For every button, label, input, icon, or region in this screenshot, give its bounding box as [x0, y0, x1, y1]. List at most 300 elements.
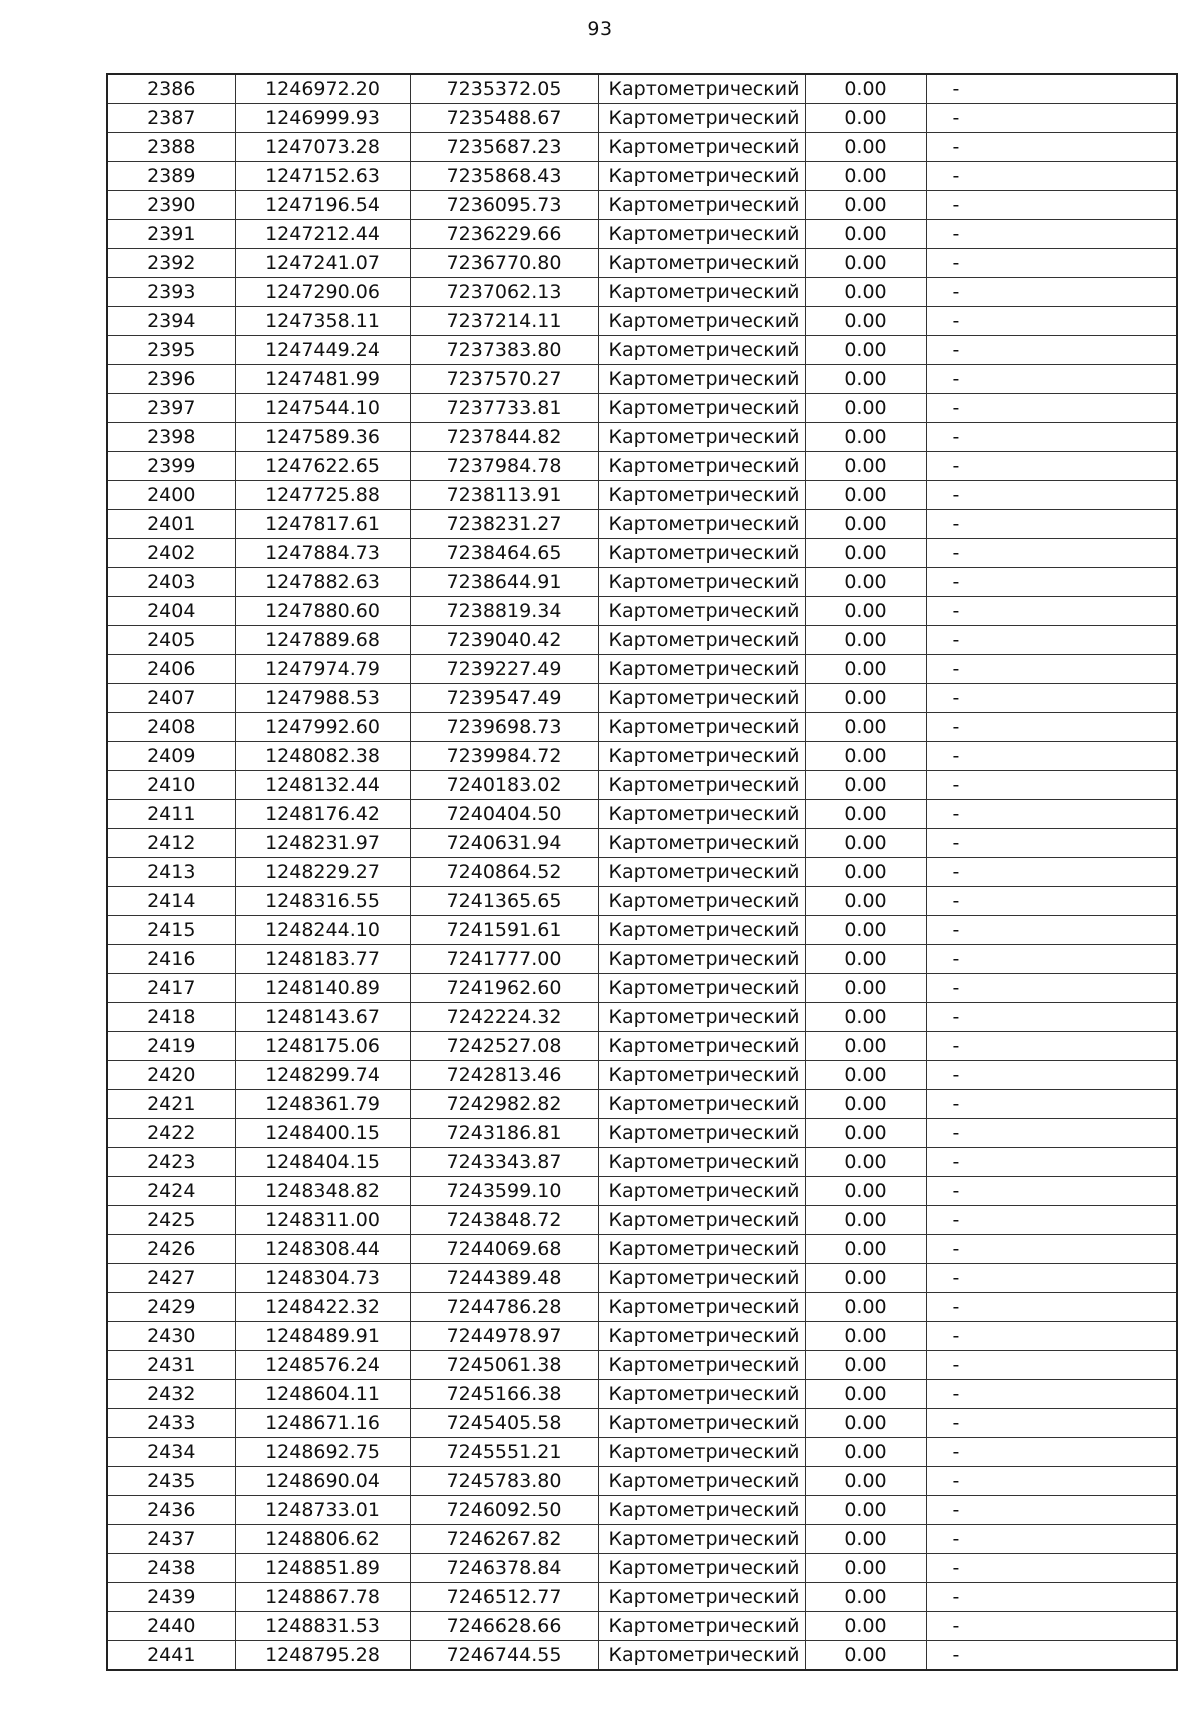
- error-cell: -: [926, 1641, 1177, 1671]
- accuracy-cell: 0.00: [805, 1206, 926, 1235]
- y-coordinate-cell: 7235488.67: [410, 104, 598, 133]
- error-cell: -: [926, 1409, 1177, 1438]
- y-coordinate-cell: 7236095.73: [410, 191, 598, 220]
- point-number-cell: 2392: [107, 249, 235, 278]
- y-coordinate-cell: 7235868.43: [410, 162, 598, 191]
- table-row: [107, 626, 1177, 655]
- y-coordinate-cell: 7242224.32: [410, 1003, 598, 1032]
- accuracy-cell: 0.00: [805, 104, 926, 133]
- accuracy-cell: 0.00: [805, 336, 926, 365]
- y-coordinate-cell: 7243599.10: [410, 1177, 598, 1206]
- table-row: [107, 858, 1177, 887]
- y-coordinate-cell: 7240183.02: [410, 771, 598, 800]
- point-number-cell: 2431: [107, 1351, 235, 1380]
- y-coordinate-cell: 7244786.28: [410, 1293, 598, 1322]
- point-number-cell: 2406: [107, 655, 235, 684]
- method-cell: Картометрический: [598, 771, 805, 800]
- x-coordinate-cell: 1248671.16: [235, 1409, 410, 1438]
- x-coordinate-cell: 1248422.32: [235, 1293, 410, 1322]
- table-row: [107, 1177, 1177, 1206]
- point-number-cell: 2400: [107, 481, 235, 510]
- x-coordinate-cell: 1248851.89: [235, 1554, 410, 1583]
- y-coordinate-cell: 7239227.49: [410, 655, 598, 684]
- point-number-cell: 2437: [107, 1525, 235, 1554]
- accuracy-cell: 0.00: [805, 365, 926, 394]
- table-row: [107, 104, 1177, 133]
- x-coordinate-cell: 1247884.73: [235, 539, 410, 568]
- x-coordinate-cell: 1247544.10: [235, 394, 410, 423]
- accuracy-cell: 0.00: [805, 1235, 926, 1264]
- y-coordinate-cell: 7239547.49: [410, 684, 598, 713]
- accuracy-cell: 0.00: [805, 1351, 926, 1380]
- y-coordinate-cell: 7246744.55: [410, 1641, 598, 1671]
- error-cell: -: [926, 74, 1177, 104]
- table-row: [107, 1496, 1177, 1525]
- table-row: [107, 1148, 1177, 1177]
- table-row: [107, 1612, 1177, 1641]
- table-body: [107, 74, 1177, 1670]
- x-coordinate-cell: 1248348.82: [235, 1177, 410, 1206]
- accuracy-cell: 0.00: [805, 133, 926, 162]
- x-coordinate-cell: 1247241.07: [235, 249, 410, 278]
- y-coordinate-cell: 7235372.05: [410, 74, 598, 104]
- method-cell: Картометрический: [598, 539, 805, 568]
- accuracy-cell: 0.00: [805, 887, 926, 916]
- x-coordinate-cell: 1248576.24: [235, 1351, 410, 1380]
- error-cell: -: [926, 452, 1177, 481]
- y-coordinate-cell: 7238113.91: [410, 481, 598, 510]
- y-coordinate-cell: 7237062.13: [410, 278, 598, 307]
- point-number-cell: 2432: [107, 1380, 235, 1409]
- table-row: [107, 1583, 1177, 1612]
- point-number-cell: 2417: [107, 974, 235, 1003]
- error-cell: -: [926, 713, 1177, 742]
- accuracy-cell: 0.00: [805, 307, 926, 336]
- table-row: [107, 423, 1177, 452]
- point-number-cell: 2388: [107, 133, 235, 162]
- method-cell: Картометрический: [598, 104, 805, 133]
- method-cell: Картометрический: [598, 1525, 805, 1554]
- method-cell: Картометрический: [598, 713, 805, 742]
- error-cell: -: [926, 1583, 1177, 1612]
- point-number-cell: 2407: [107, 684, 235, 713]
- y-coordinate-cell: 7243848.72: [410, 1206, 598, 1235]
- x-coordinate-cell: 1248176.42: [235, 800, 410, 829]
- y-coordinate-cell: 7241591.61: [410, 916, 598, 945]
- x-coordinate-cell: 1247889.68: [235, 626, 410, 655]
- method-cell: Картометрический: [598, 162, 805, 191]
- method-cell: Картометрический: [598, 510, 805, 539]
- x-coordinate-cell: 1248183.77: [235, 945, 410, 974]
- y-coordinate-cell: 7243343.87: [410, 1148, 598, 1177]
- x-coordinate-cell: 1248140.89: [235, 974, 410, 1003]
- error-cell: -: [926, 1032, 1177, 1061]
- method-cell: Картометрический: [598, 423, 805, 452]
- method-cell: Картометрический: [598, 278, 805, 307]
- y-coordinate-cell: 7239984.72: [410, 742, 598, 771]
- error-cell: -: [926, 423, 1177, 452]
- point-number-cell: 2433: [107, 1409, 235, 1438]
- table-row: [107, 1467, 1177, 1496]
- table-row: [107, 597, 1177, 626]
- accuracy-cell: 0.00: [805, 1061, 926, 1090]
- error-cell: -: [926, 1496, 1177, 1525]
- x-coordinate-cell: 1248867.78: [235, 1583, 410, 1612]
- point-number-cell: 2387: [107, 104, 235, 133]
- table-row: [107, 481, 1177, 510]
- x-coordinate-cell: 1248690.04: [235, 1467, 410, 1496]
- table-row: [107, 742, 1177, 771]
- x-coordinate-cell: 1248304.73: [235, 1264, 410, 1293]
- y-coordinate-cell: 7239040.42: [410, 626, 598, 655]
- table-row: [107, 800, 1177, 829]
- accuracy-cell: 0.00: [805, 1380, 926, 1409]
- accuracy-cell: 0.00: [805, 974, 926, 1003]
- table-row: [107, 191, 1177, 220]
- point-number-cell: 2438: [107, 1554, 235, 1583]
- method-cell: Картометрический: [598, 974, 805, 1003]
- y-coordinate-cell: 7235687.23: [410, 133, 598, 162]
- point-number-cell: 2426: [107, 1235, 235, 1264]
- error-cell: -: [926, 1235, 1177, 1264]
- point-number-cell: 2436: [107, 1496, 235, 1525]
- error-cell: -: [926, 191, 1177, 220]
- method-cell: Картометрический: [598, 1380, 805, 1409]
- y-coordinate-cell: 7242813.46: [410, 1061, 598, 1090]
- y-coordinate-cell: 7244978.97: [410, 1322, 598, 1351]
- method-cell: Картометрический: [598, 452, 805, 481]
- method-cell: Картометрический: [598, 1351, 805, 1380]
- x-coordinate-cell: 1248311.00: [235, 1206, 410, 1235]
- accuracy-cell: 0.00: [805, 249, 926, 278]
- error-cell: -: [926, 307, 1177, 336]
- point-number-cell: 2386: [107, 74, 235, 104]
- table-row: [107, 1264, 1177, 1293]
- method-cell: Картометрический: [598, 1003, 805, 1032]
- error-cell: -: [926, 800, 1177, 829]
- accuracy-cell: 0.00: [805, 1148, 926, 1177]
- table-row: [107, 1351, 1177, 1380]
- point-number-cell: 2390: [107, 191, 235, 220]
- error-cell: -: [926, 597, 1177, 626]
- table-row: [107, 1409, 1177, 1438]
- method-cell: Картометрический: [598, 916, 805, 945]
- table-row: [107, 1438, 1177, 1467]
- error-cell: -: [926, 1380, 1177, 1409]
- method-cell: Картометрический: [598, 1264, 805, 1293]
- accuracy-cell: 0.00: [805, 916, 926, 945]
- x-coordinate-cell: 1248806.62: [235, 1525, 410, 1554]
- error-cell: -: [926, 568, 1177, 597]
- page-number: 93: [587, 18, 613, 40]
- error-cell: -: [926, 1177, 1177, 1206]
- y-coordinate-cell: 7240631.94: [410, 829, 598, 858]
- y-coordinate-cell: 7237844.82: [410, 423, 598, 452]
- accuracy-cell: 0.00: [805, 191, 926, 220]
- x-coordinate-cell: 1248308.44: [235, 1235, 410, 1264]
- accuracy-cell: 0.00: [805, 278, 926, 307]
- table-row: [107, 278, 1177, 307]
- error-cell: -: [926, 278, 1177, 307]
- table-row: [107, 1206, 1177, 1235]
- accuracy-cell: 0.00: [805, 800, 926, 829]
- table-row: [107, 1322, 1177, 1351]
- table-row: [107, 974, 1177, 1003]
- point-number-cell: 2429: [107, 1293, 235, 1322]
- point-number-cell: 2399: [107, 452, 235, 481]
- table-row: [107, 452, 1177, 481]
- x-coordinate-cell: 1247880.60: [235, 597, 410, 626]
- point-number-cell: 2402: [107, 539, 235, 568]
- method-cell: Картометрический: [598, 1090, 805, 1119]
- method-cell: Картометрический: [598, 74, 805, 104]
- error-cell: -: [926, 1293, 1177, 1322]
- accuracy-cell: 0.00: [805, 568, 926, 597]
- accuracy-cell: 0.00: [805, 742, 926, 771]
- x-coordinate-cell: 1247988.53: [235, 684, 410, 713]
- method-cell: Картометрический: [598, 481, 805, 510]
- error-cell: -: [926, 945, 1177, 974]
- point-number-cell: 2398: [107, 423, 235, 452]
- error-cell: -: [926, 1148, 1177, 1177]
- method-cell: Картометрический: [598, 742, 805, 771]
- method-cell: Картометрический: [598, 829, 805, 858]
- accuracy-cell: 0.00: [805, 423, 926, 452]
- method-cell: Картометрический: [598, 1322, 805, 1351]
- error-cell: -: [926, 1119, 1177, 1148]
- y-coordinate-cell: 7236229.66: [410, 220, 598, 249]
- method-cell: Картометрический: [598, 1206, 805, 1235]
- point-number-cell: 2423: [107, 1148, 235, 1177]
- accuracy-cell: 0.00: [805, 771, 926, 800]
- y-coordinate-cell: 7238819.34: [410, 597, 598, 626]
- x-coordinate-cell: 1247449.24: [235, 336, 410, 365]
- x-coordinate-cell: 1248229.27: [235, 858, 410, 887]
- error-cell: -: [926, 394, 1177, 423]
- accuracy-cell: 0.00: [805, 1612, 926, 1641]
- method-cell: Картометрический: [598, 800, 805, 829]
- method-cell: Картометрический: [598, 1467, 805, 1496]
- error-cell: -: [926, 365, 1177, 394]
- y-coordinate-cell: 7236770.80: [410, 249, 598, 278]
- method-cell: Картометрический: [598, 133, 805, 162]
- point-number-cell: 2434: [107, 1438, 235, 1467]
- method-cell: Картометрический: [598, 365, 805, 394]
- accuracy-cell: 0.00: [805, 1467, 926, 1496]
- error-cell: -: [926, 1351, 1177, 1380]
- method-cell: Картометрический: [598, 249, 805, 278]
- point-number-cell: 2416: [107, 945, 235, 974]
- accuracy-cell: 0.00: [805, 1583, 926, 1612]
- x-coordinate-cell: 1247358.11: [235, 307, 410, 336]
- method-cell: Картометрический: [598, 626, 805, 655]
- x-coordinate-cell: 1247290.06: [235, 278, 410, 307]
- table-row: [107, 307, 1177, 336]
- method-cell: Картометрический: [598, 307, 805, 336]
- x-coordinate-cell: 1247817.61: [235, 510, 410, 539]
- error-cell: -: [926, 1438, 1177, 1467]
- x-coordinate-cell: 1248795.28: [235, 1641, 410, 1671]
- method-cell: Картометрический: [598, 1438, 805, 1467]
- error-cell: -: [926, 133, 1177, 162]
- method-cell: Картометрический: [598, 394, 805, 423]
- accuracy-cell: 0.00: [805, 858, 926, 887]
- x-coordinate-cell: 1248361.79: [235, 1090, 410, 1119]
- accuracy-cell: 0.00: [805, 1003, 926, 1032]
- x-coordinate-cell: 1247992.60: [235, 713, 410, 742]
- accuracy-cell: 0.00: [805, 1032, 926, 1061]
- error-cell: -: [926, 858, 1177, 887]
- error-cell: -: [926, 829, 1177, 858]
- x-coordinate-cell: 1248143.67: [235, 1003, 410, 1032]
- error-cell: -: [926, 655, 1177, 684]
- y-coordinate-cell: 7237214.11: [410, 307, 598, 336]
- table-row: [107, 74, 1177, 104]
- point-number-cell: 2435: [107, 1467, 235, 1496]
- method-cell: Картометрический: [598, 945, 805, 974]
- y-coordinate-cell: 7246378.84: [410, 1554, 598, 1583]
- x-coordinate-cell: 1248316.55: [235, 887, 410, 916]
- method-cell: Картометрический: [598, 597, 805, 626]
- x-coordinate-cell: 1248231.97: [235, 829, 410, 858]
- point-number-cell: 2424: [107, 1177, 235, 1206]
- table-row: [107, 365, 1177, 394]
- error-cell: -: [926, 104, 1177, 133]
- error-cell: -: [926, 539, 1177, 568]
- point-number-cell: 2439: [107, 1583, 235, 1612]
- table-row: [107, 945, 1177, 974]
- table-row: [107, 771, 1177, 800]
- method-cell: Картометрический: [598, 1641, 805, 1671]
- point-number-cell: 2396: [107, 365, 235, 394]
- y-coordinate-cell: 7237570.27: [410, 365, 598, 394]
- accuracy-cell: 0.00: [805, 539, 926, 568]
- accuracy-cell: 0.00: [805, 74, 926, 104]
- accuracy-cell: 0.00: [805, 1525, 926, 1554]
- accuracy-cell: 0.00: [805, 945, 926, 974]
- accuracy-cell: 0.00: [805, 1409, 926, 1438]
- method-cell: Картометрический: [598, 1235, 805, 1264]
- x-coordinate-cell: 1248831.53: [235, 1612, 410, 1641]
- x-coordinate-cell: 1247481.99: [235, 365, 410, 394]
- error-cell: -: [926, 626, 1177, 655]
- y-coordinate-cell: 7246628.66: [410, 1612, 598, 1641]
- x-coordinate-cell: 1248082.38: [235, 742, 410, 771]
- error-cell: -: [926, 1206, 1177, 1235]
- accuracy-cell: 0.00: [805, 597, 926, 626]
- method-cell: Картометрический: [598, 1293, 805, 1322]
- accuracy-cell: 0.00: [805, 655, 926, 684]
- y-coordinate-cell: 7242982.82: [410, 1090, 598, 1119]
- y-coordinate-cell: 7245166.38: [410, 1380, 598, 1409]
- point-number-cell: 2418: [107, 1003, 235, 1032]
- x-coordinate-cell: 1247196.54: [235, 191, 410, 220]
- error-cell: -: [926, 1612, 1177, 1641]
- method-cell: Картометрический: [598, 1148, 805, 1177]
- table-row: [107, 568, 1177, 597]
- table-row: [107, 220, 1177, 249]
- point-number-cell: 2422: [107, 1119, 235, 1148]
- table-row: [107, 829, 1177, 858]
- accuracy-cell: 0.00: [805, 713, 926, 742]
- x-coordinate-cell: 1248404.15: [235, 1148, 410, 1177]
- error-cell: -: [926, 1525, 1177, 1554]
- accuracy-cell: 0.00: [805, 394, 926, 423]
- table-row: [107, 1061, 1177, 1090]
- method-cell: Картометрический: [598, 191, 805, 220]
- y-coordinate-cell: 7237984.78: [410, 452, 598, 481]
- accuracy-cell: 0.00: [805, 1264, 926, 1293]
- y-coordinate-cell: 7244389.48: [410, 1264, 598, 1293]
- accuracy-cell: 0.00: [805, 684, 926, 713]
- error-cell: -: [926, 1554, 1177, 1583]
- point-number-cell: 2408: [107, 713, 235, 742]
- point-number-cell: 2395: [107, 336, 235, 365]
- error-cell: -: [926, 249, 1177, 278]
- method-cell: Картометрический: [598, 220, 805, 249]
- y-coordinate-cell: 7241962.60: [410, 974, 598, 1003]
- table-row: [107, 1119, 1177, 1148]
- point-number-cell: 2420: [107, 1061, 235, 1090]
- x-coordinate-cell: 1248489.91: [235, 1322, 410, 1351]
- method-cell: Картометрический: [598, 1177, 805, 1206]
- point-number-cell: 2401: [107, 510, 235, 539]
- accuracy-cell: 0.00: [805, 162, 926, 191]
- method-cell: Картометрический: [598, 1061, 805, 1090]
- accuracy-cell: 0.00: [805, 1119, 926, 1148]
- x-coordinate-cell: 1248132.44: [235, 771, 410, 800]
- accuracy-cell: 0.00: [805, 481, 926, 510]
- y-coordinate-cell: 7237383.80: [410, 336, 598, 365]
- accuracy-cell: 0.00: [805, 1641, 926, 1671]
- y-coordinate-cell: 7240864.52: [410, 858, 598, 887]
- y-coordinate-cell: 7241365.65: [410, 887, 598, 916]
- point-number-cell: 2397: [107, 394, 235, 423]
- accuracy-cell: 0.00: [805, 1496, 926, 1525]
- y-coordinate-cell: 7246512.77: [410, 1583, 598, 1612]
- point-number-cell: 2419: [107, 1032, 235, 1061]
- x-coordinate-cell: 1248175.06: [235, 1032, 410, 1061]
- y-coordinate-cell: 7244069.68: [410, 1235, 598, 1264]
- point-number-cell: 2413: [107, 858, 235, 887]
- x-coordinate-cell: 1248733.01: [235, 1496, 410, 1525]
- y-coordinate-cell: 7240404.50: [410, 800, 598, 829]
- accuracy-cell: 0.00: [805, 1090, 926, 1119]
- method-cell: Картометрический: [598, 1496, 805, 1525]
- x-coordinate-cell: 1247725.88: [235, 481, 410, 510]
- method-cell: Картометрический: [598, 1119, 805, 1148]
- table-row: [107, 539, 1177, 568]
- accuracy-cell: 0.00: [805, 452, 926, 481]
- error-cell: -: [926, 336, 1177, 365]
- error-cell: -: [926, 162, 1177, 191]
- error-cell: -: [926, 974, 1177, 1003]
- y-coordinate-cell: 7245783.80: [410, 1467, 598, 1496]
- point-number-cell: 2409: [107, 742, 235, 771]
- accuracy-cell: 0.00: [805, 829, 926, 858]
- method-cell: Картометрический: [598, 568, 805, 597]
- x-coordinate-cell: 1247882.63: [235, 568, 410, 597]
- y-coordinate-cell: 7238464.65: [410, 539, 598, 568]
- x-coordinate-cell: 1247622.65: [235, 452, 410, 481]
- table-row: [107, 1032, 1177, 1061]
- accuracy-cell: 0.00: [805, 510, 926, 539]
- method-cell: Картометрический: [598, 1032, 805, 1061]
- x-coordinate-cell: 1248400.15: [235, 1119, 410, 1148]
- x-coordinate-cell: 1246999.93: [235, 104, 410, 133]
- point-number-cell: 2441: [107, 1641, 235, 1671]
- table-row: [107, 887, 1177, 916]
